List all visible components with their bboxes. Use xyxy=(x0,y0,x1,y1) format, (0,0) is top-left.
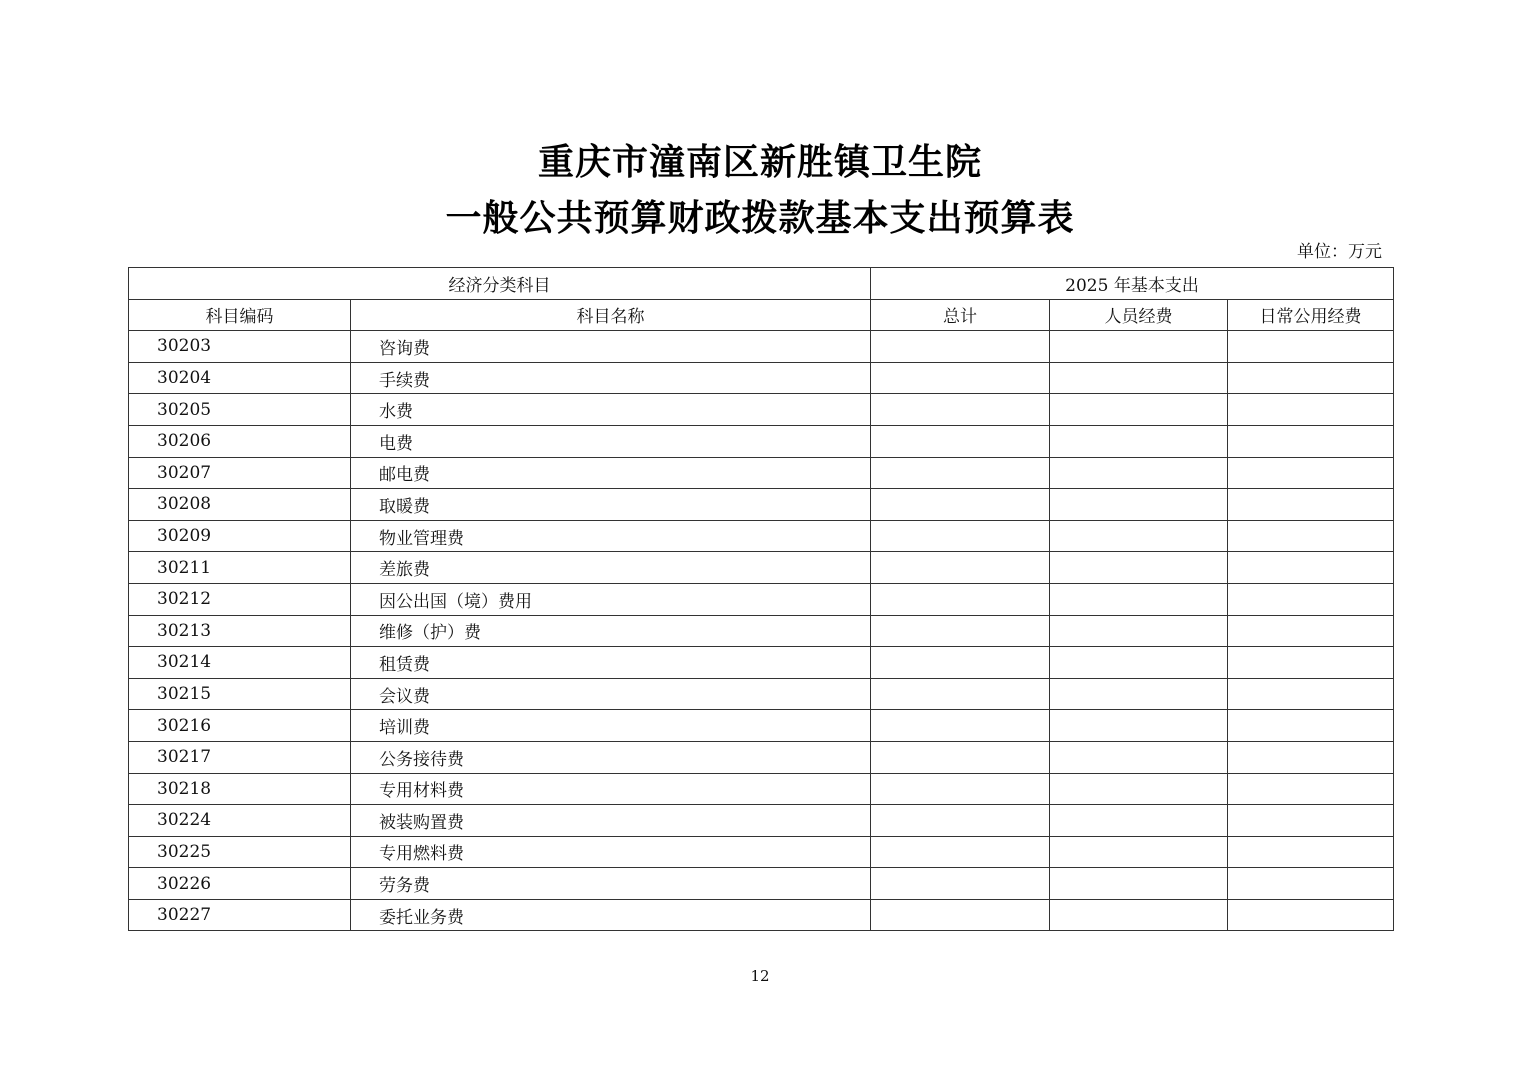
cell-name: 维修（护）费 xyxy=(351,615,871,647)
cell-total xyxy=(871,805,1050,837)
table-row xyxy=(129,362,1394,394)
title-block xyxy=(0,134,1520,246)
cell-name: 劳务费 xyxy=(351,868,871,900)
group-header-basic-expenditure: 2025 年基本支出 xyxy=(871,268,1394,300)
cell-code: 30226 xyxy=(129,868,351,900)
cell-public xyxy=(1228,425,1394,457)
cell-name: 手续费 xyxy=(351,362,871,394)
cell-public xyxy=(1228,394,1394,426)
group-header-row xyxy=(129,268,1394,300)
column-header-row xyxy=(129,299,1394,331)
cell-personnel xyxy=(1050,899,1228,931)
cell-total xyxy=(871,741,1050,773)
table-row xyxy=(129,457,1394,489)
cell-code: 30206 xyxy=(129,425,351,457)
cell-total xyxy=(871,552,1050,584)
cell-total xyxy=(871,615,1050,647)
cell-public xyxy=(1228,457,1394,489)
budget-table xyxy=(128,267,1394,931)
cell-code: 30224 xyxy=(129,805,351,837)
group-header-economic-classification: 经济分类科目 xyxy=(129,268,871,300)
table-row xyxy=(129,647,1394,679)
cell-public xyxy=(1228,773,1394,805)
title-line-1: 重庆市潼南区新胜镇卫生院 xyxy=(537,141,982,183)
table-row xyxy=(129,552,1394,584)
cell-name: 取暖费 xyxy=(351,489,871,521)
table-row xyxy=(129,868,1394,900)
table-row xyxy=(129,615,1394,647)
cell-name: 会议费 xyxy=(351,678,871,710)
cell-personnel xyxy=(1050,331,1228,363)
cell-public xyxy=(1228,362,1394,394)
cell-code: 30208 xyxy=(129,489,351,521)
cell-personnel xyxy=(1050,710,1228,742)
cell-name: 公务接待费 xyxy=(351,741,871,773)
cell-public xyxy=(1228,552,1394,584)
cell-personnel xyxy=(1050,836,1228,868)
table-row xyxy=(129,678,1394,710)
column-header-total: 总计 xyxy=(871,299,1050,331)
cell-total xyxy=(871,394,1050,426)
cell-name: 邮电费 xyxy=(351,457,871,489)
cell-code: 30216 xyxy=(129,710,351,742)
cell-code: 30204 xyxy=(129,362,351,394)
cell-code: 30215 xyxy=(129,678,351,710)
cell-total xyxy=(871,868,1050,900)
cell-total xyxy=(871,647,1050,679)
cell-code: 30211 xyxy=(129,552,351,584)
cell-public xyxy=(1228,805,1394,837)
cell-total xyxy=(871,899,1050,931)
cell-public xyxy=(1228,489,1394,521)
cell-code: 30217 xyxy=(129,741,351,773)
table-row xyxy=(129,836,1394,868)
cell-personnel xyxy=(1050,394,1228,426)
cell-total xyxy=(871,773,1050,805)
unit-note: 单位：万元 xyxy=(1297,242,1382,262)
table-row xyxy=(129,394,1394,426)
cell-public xyxy=(1228,520,1394,552)
cell-total xyxy=(871,836,1050,868)
table-row xyxy=(129,489,1394,521)
column-header-code: 科目编码 xyxy=(129,299,351,331)
cell-public xyxy=(1228,868,1394,900)
cell-personnel xyxy=(1050,583,1228,615)
cell-personnel xyxy=(1050,805,1228,837)
table-row xyxy=(129,331,1394,363)
cell-total xyxy=(871,489,1050,521)
cell-code: 30203 xyxy=(129,331,351,363)
cell-code: 30214 xyxy=(129,647,351,679)
page-number: 12 xyxy=(750,967,770,985)
cell-name: 被装购置费 xyxy=(351,805,871,837)
cell-public xyxy=(1228,710,1394,742)
table-row xyxy=(129,899,1394,931)
cell-personnel xyxy=(1050,615,1228,647)
cell-public xyxy=(1228,678,1394,710)
column-header-public: 日常公用经费 xyxy=(1228,299,1394,331)
cell-personnel xyxy=(1050,489,1228,521)
cell-public xyxy=(1228,741,1394,773)
cell-code: 30218 xyxy=(129,773,351,805)
cell-code: 30227 xyxy=(129,899,351,931)
cell-total xyxy=(871,710,1050,742)
cell-name: 专用材料费 xyxy=(351,773,871,805)
cell-name: 电费 xyxy=(351,425,871,457)
cell-personnel xyxy=(1050,362,1228,394)
cell-code: 30212 xyxy=(129,583,351,615)
cell-personnel xyxy=(1050,520,1228,552)
cell-personnel xyxy=(1050,678,1228,710)
cell-total xyxy=(871,425,1050,457)
cell-code: 30225 xyxy=(129,836,351,868)
cell-total xyxy=(871,583,1050,615)
cell-public xyxy=(1228,647,1394,679)
cell-name: 因公出国（境）费用 xyxy=(351,583,871,615)
cell-name: 咨询费 xyxy=(351,331,871,363)
cell-total xyxy=(871,457,1050,489)
column-header-name: 科目名称 xyxy=(351,299,871,331)
cell-public xyxy=(1228,899,1394,931)
table-row xyxy=(129,741,1394,773)
cell-name: 物业管理费 xyxy=(351,520,871,552)
cell-name: 租赁费 xyxy=(351,647,871,679)
cell-personnel xyxy=(1050,552,1228,584)
cell-name: 培训费 xyxy=(351,710,871,742)
cell-personnel xyxy=(1050,425,1228,457)
cell-code: 30205 xyxy=(129,394,351,426)
cell-name: 水费 xyxy=(351,394,871,426)
cell-name: 专用燃料费 xyxy=(351,836,871,868)
cell-total xyxy=(871,362,1050,394)
cell-name: 差旅费 xyxy=(351,552,871,584)
cell-name: 委托业务费 xyxy=(351,899,871,931)
cell-total xyxy=(871,520,1050,552)
table-row xyxy=(129,773,1394,805)
cell-code: 30209 xyxy=(129,520,351,552)
cell-code: 30207 xyxy=(129,457,351,489)
cell-personnel xyxy=(1050,647,1228,679)
column-header-personnel: 人员经费 xyxy=(1050,299,1228,331)
table-row xyxy=(129,583,1394,615)
title-line-2: 一般公共预算财政拨款基本支出预算表 xyxy=(445,197,1075,239)
cell-personnel xyxy=(1050,868,1228,900)
cell-total xyxy=(871,331,1050,363)
table-body xyxy=(129,331,1394,931)
table-row xyxy=(129,520,1394,552)
table-row xyxy=(129,805,1394,837)
cell-public xyxy=(1228,836,1394,868)
cell-personnel xyxy=(1050,457,1228,489)
cell-personnel xyxy=(1050,741,1228,773)
cell-personnel xyxy=(1050,773,1228,805)
table-row xyxy=(129,425,1394,457)
table-row xyxy=(129,710,1394,742)
cell-total xyxy=(871,678,1050,710)
cell-public xyxy=(1228,615,1394,647)
cell-public xyxy=(1228,331,1394,363)
cell-code: 30213 xyxy=(129,615,351,647)
cell-public xyxy=(1228,583,1394,615)
